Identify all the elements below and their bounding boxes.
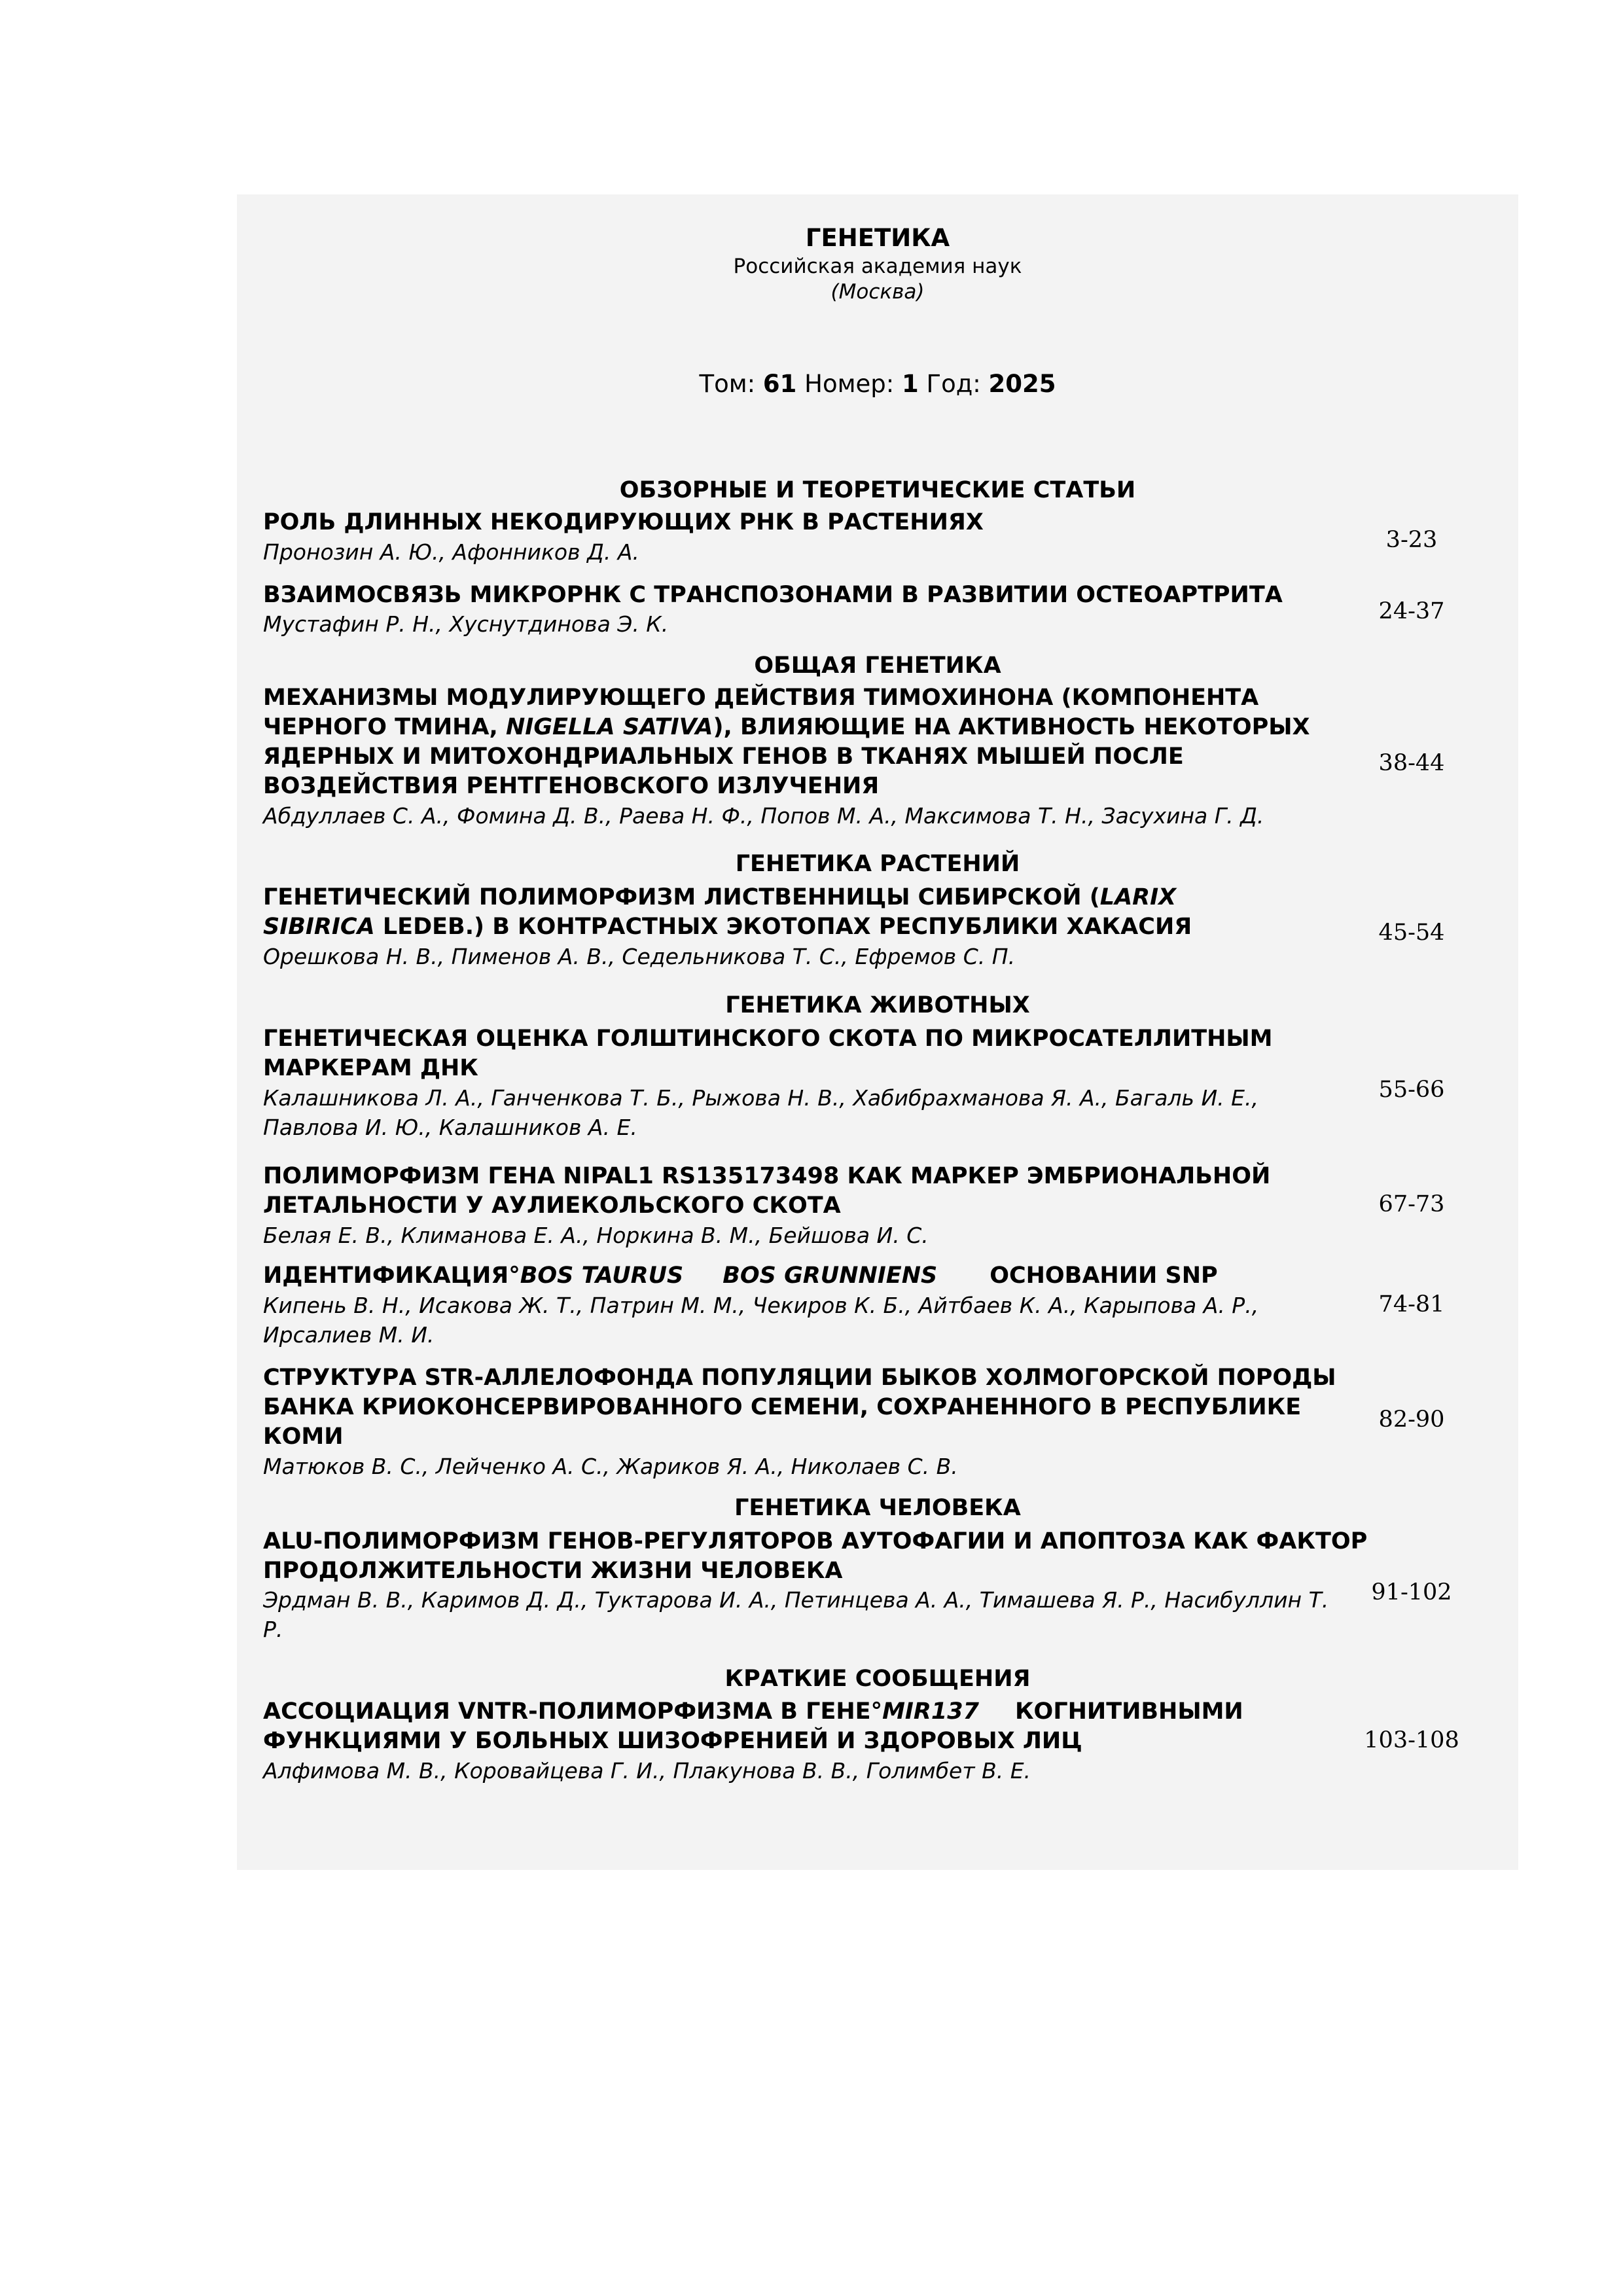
year-label: Год: [926, 370, 981, 398]
volume-label: Том: [699, 370, 756, 398]
article-authors: Алфимова М. В., Коровайцева Г. И., Плакунова В. В., Голимбет В. Е. [263, 1758, 1031, 1784]
article-authors: Калашникова Л. А., Ганченкова Т. Б., Рыжова Н. В., Хабибрахманова Я. А., Багаль И. Е., Павлова И. Ю., Калашников А. Е. [263, 1085, 1258, 1140]
journal-title: ГЕНЕТИКА [805, 224, 950, 252]
article-title-link[interactable]: АССОЦИАЦИЯ VNTR-ПОЛИМОРФИЗМА В ГЕНЕ°MIR137 КОГНИТИВНЫМИ ФУНКЦИЯМИ У БОЛЬНЫХ ШИЗОФРЕНИЕЙ И ЗДОРОВЫХ ЛИЦ [263, 1698, 1243, 1754]
article-pages: 55-66 [1378, 1077, 1445, 1103]
section-heading: КРАТКИЕ СООБЩЕНИЯ [724, 1666, 1031, 1692]
article-authors: Эрдман В. В., Каримов Д. Д., Туктарова И. А., Петинцева А. А., Тимашева Я. Р., Насибуллин Т. Р. [263, 1587, 1329, 1642]
section-heading: ГЕНЕТИКА ЖИВОТНЫХ [725, 992, 1030, 1018]
article-authors: Белая Е. В., Климанова Е. А., Норкина В. М., Бейшова И. С. [263, 1223, 929, 1248]
article-pages: 82-90 [1378, 1407, 1445, 1433]
article-title-link[interactable]: ПОЛИМОРФИЗМ ГЕНА NIPAL1 RS135173498 КАК МАРКЕР ЭМБРИОНАЛЬНОЙ ЛЕТАЛЬНОСТИ У АУЛИЕКОЛЬСКОГО СКОТА [263, 1163, 1271, 1219]
article-pages: 67-73 [1378, 1191, 1445, 1217]
publisher: Российская академия наук [733, 255, 1022, 278]
issue-year: 2025 [988, 370, 1056, 398]
article-pages: 3-23 [1385, 527, 1438, 553]
article-title-link[interactable]: ГЕНЕТИЧЕСКИЙ ПОЛИМОРФИЗМ ЛИСТВЕННИЦЫ СИБИРСКОЙ (LARIX SIBIRICA LEDEB.) В КОНТРАСТНЫХ ЭКОТОПАХ РЕСПУБЛИКИ ХАКАСИЯ [263, 884, 1192, 940]
section-heading: ГЕНЕТИКА ЧЕЛОВЕКА [734, 1495, 1021, 1521]
article-authors: Абдуллаев С. А., Фомина Д. В., Раева Н. Ф., Попов М. А., Максимова Т. Н., Засухина Г. Д. [263, 803, 1264, 829]
volume-number: 61 [762, 370, 797, 398]
article-pages: 91-102 [1371, 1579, 1452, 1605]
section-heading: ГЕНЕТИКА РАСТЕНИЙ [735, 851, 1020, 877]
article-pages: 74-81 [1378, 1291, 1445, 1318]
article-authors: Матюков В. С., Лейченко А. С., Жариков Я. А., Николаев С. В. [263, 1454, 958, 1479]
journal-contents-panel [237, 194, 1518, 1870]
number-label: Номер: [804, 370, 895, 398]
issue-number: 1 [902, 370, 919, 398]
article-authors: Орешкова Н. В., Пименов А. В., Седельникова Т. С., Ефремов С. П. [263, 944, 1016, 969]
article-authors: Мустафин Р. Н., Хуснутдинова Э. К. [263, 611, 669, 637]
article-title-link[interactable]: ИДЕНТИФИКАЦИЯ°BOS TAURUS BOS GRUNNIENS ОСНОВАНИИ SNP [263, 1263, 1218, 1289]
article-authors: Пронозин А. Ю., Афонников Д. А. [263, 539, 639, 565]
article-pages: 38-44 [1378, 750, 1445, 776]
article-title-link[interactable]: ГЕНЕТИЧЕСКАЯ ОЦЕНКА ГОЛШТИНСКОГО СКОТА ПО МИКРОСАТЕЛЛИТНЫМ МАРКЕРАМ ДНК [263, 1026, 1273, 1081]
article-authors: Кипень В. Н., Исакова Ж. Т., Патрин М. М., Чекиров К. Б., Айтбаев К. А., Карыпова А. Р., Ирсалиев М. И. [263, 1293, 1259, 1348]
section-heading: ОБЩАЯ ГЕНЕТИКА [754, 653, 1001, 679]
article-title-link[interactable]: РОЛЬ ДЛИННЫХ НЕКОДИРУЮЩИХ РНК В РАСТЕНИЯХ [263, 509, 984, 535]
issue-info [237, 370, 1518, 398]
article-title-link[interactable]: МЕХАНИЗМЫ МОДУЛИРУЮЩЕГО ДЕЙСТВИЯ ТИМОХИНОНА (КОМПОНЕНТА ЧЕРНОГО ТМИНА, NIGELLA SATIVA), ВЛИЯЮЩИЕ НА АКТИВНОСТЬ НЕКОТОРЫХ ЯДЕРНЫХ И МИТОХОНДРИАЛЬНЫХ ГЕНОВ В ТКАНЯХ МЫШЕЙ ПОСЛЕ ВОЗДЕЙСТВИЯ РЕНТГЕНОВСКОГО ИЗЛУЧЕНИЯ [263, 685, 1310, 799]
section-heading: ОБЗОРНЫЕ И ТЕОРЕТИЧЕСКИЕ СТАТЬИ [619, 477, 1136, 503]
article-pages: 45-54 [1378, 920, 1445, 946]
article-pages: 24-37 [1378, 598, 1445, 624]
article-title-link[interactable]: СТРУКТУРА STR-АЛЛЕЛОФОНДА ПОПУЛЯЦИИ БЫКОВ ХОЛМОГОРСКОЙ ПОРОДЫ БАНКА КРИОКОНСЕРВИРОВАННОГО СЕМЕНИ, СОХРАНЕННОГО В РЕСПУБЛИКЕ КОМИ [263, 1365, 1336, 1450]
article-title-link[interactable]: ALU-ПОЛИМОРФИЗМ ГЕНОВ-РЕГУЛЯТОРОВ АУТОФАГИИ И АПОПТОЗА КАК ФАКТОР ПРОДОЛЖИТЕЛЬНОСТИ ЖИЗНИ ЧЕЛОВЕКА [263, 1528, 1368, 1584]
publisher-city: (Москва) [830, 280, 925, 304]
article-title-link[interactable]: ВЗАИМОСВЯЗЬ МИКРОРНК С ТРАНСПОЗОНАМИ В РАЗВИТИИ ОСТЕОАРТРИТА [263, 582, 1283, 608]
article-pages: 103-108 [1364, 1727, 1459, 1753]
